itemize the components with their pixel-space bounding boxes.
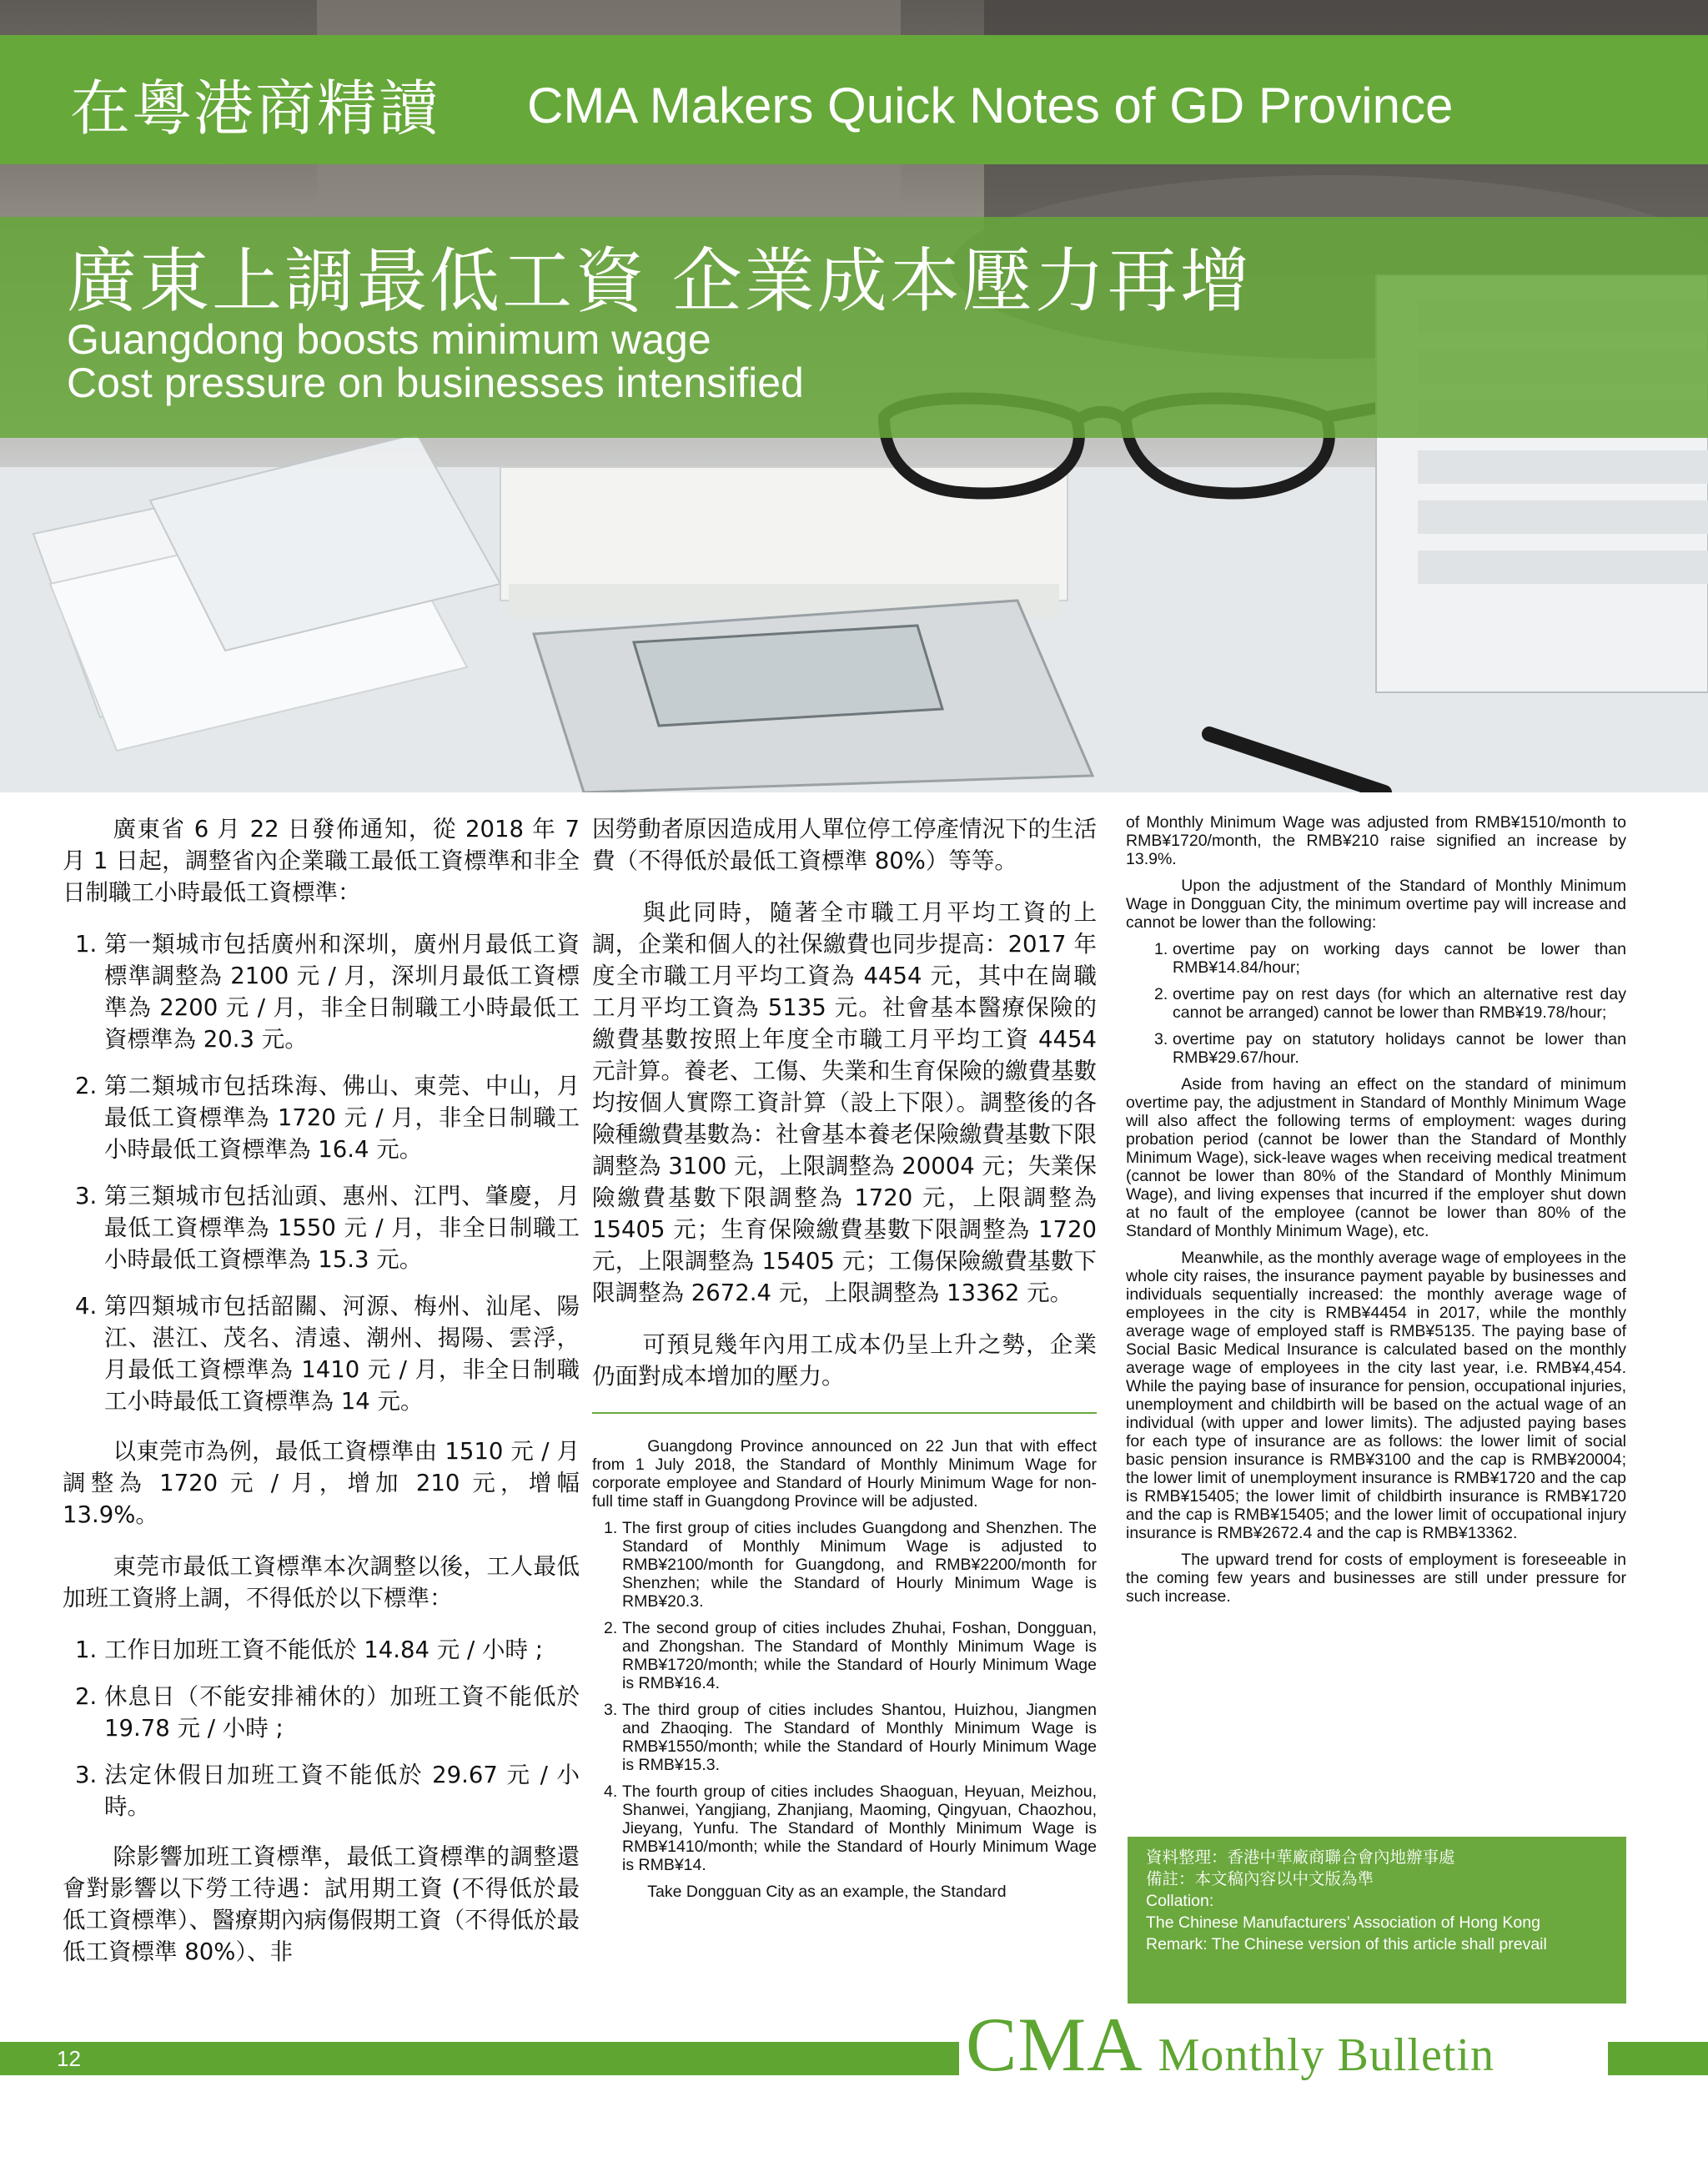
column-2 bbox=[592, 813, 1097, 1909]
list-number: 2. bbox=[604, 1619, 618, 1637]
publication-logo bbox=[966, 2000, 1494, 2089]
list-number: 1. bbox=[1154, 940, 1168, 958]
list-text: 第四類城市包括韶關、河源、梅州、汕尾、陽江、湛江、茂名、清遠、潮州、揭陽、雲浮，月最低工資標準為 1410 元 / 月，非全日制職工小時最低工資標準為 14 元。 bbox=[104, 1293, 580, 1415]
list-number: 3. bbox=[75, 1762, 98, 1788]
list-item bbox=[592, 1782, 1097, 1874]
example-paragraph-zh: 以東莞市為例，最低工資標準由 1510 元 / 月調整為 1720 元 / 月，增加 210 元，增幅 13.9%。 bbox=[63, 1438, 580, 1528]
city-groups-list-en bbox=[592, 1519, 1097, 1874]
publication-name: Monthly Bulletin bbox=[1158, 2029, 1494, 2081]
list-item bbox=[1126, 985, 1626, 1022]
other-effects-en: Aside from having an effect on the standard of minimum overtime pay, the adjustment in Standard of Monthly Minimum Wage will also affect the following terms of employment: wages during probation period (cannot be lower than the Standard of Monthly Minimum Wage), sick-leave wages when receiving medical treatment (cannot be lower than 80% of the Standard of Monthly Minimum Wage), and living expenses that incurred if the employer shut down at no fault of the employee (cannot be lower than 80% of the Standard of Monthly Minimum Wage), etc. bbox=[1126, 1075, 1626, 1240]
overtime-intro-zh: 東莞市最低工資標準本次調整以後，工人最低加班工資將上調，不得低於以下標準： bbox=[63, 1553, 580, 1611]
list-number: 1. bbox=[75, 931, 98, 958]
footer-bar-right bbox=[1608, 2042, 1708, 2075]
list-item bbox=[63, 1180, 580, 1275]
overtime-intro-en: Upon the adjustment of the Standard of Monthly Minimum Wage in Dongguan City, the minimum overtime pay will increase and cannot be lower than the following: bbox=[1126, 877, 1626, 932]
collation-zh: 資料整理：香港中華廠商聯合會內地辦事處 bbox=[1146, 1848, 1455, 1867]
insurance-paragraph-en: Meanwhile, as the monthly average wage of employees in the whole city raises, the insurance payment payable by businesses and individuals sequentially increased: the monthly average wage of employees in the city is RMB¥4454 in 2017, while the monthly average wage of employed staff is RMB¥5135. The paying base of Social Basic Medical Insurance is calculated based on the monthly average wage of employees in the city last year, i.e. RMB¥4,454. While the paying base of insurance for pension, occupational injuries, unemployment and childbirth will be based on the actual wage of an individual (with upper and lower limits). The adjusted paying bases for each type of insurance are as follows: the lower limit of social basic pension insurance is RMB¥3100 and the cap is RMB¥20004; the lower limit of unemployment insurance is RMB¥1720 and the cap is RMB¥15405; the lower limit of childbirth insurance is RMB¥1720 and the cap is RMB¥15405; and the lower limit of occupational injury insurance is RMB¥2672.4 and the cap is RMB¥13362. bbox=[1126, 1249, 1626, 1542]
list-number: 1. bbox=[75, 1637, 98, 1663]
list-number: 4. bbox=[75, 1293, 98, 1320]
title-banner bbox=[0, 217, 1708, 438]
list-number: 3. bbox=[1154, 1030, 1168, 1048]
outlook-paragraph-en: The upward trend for costs of employment is foreseeable in the coming few years and businesses are still under pressure for such increase. bbox=[1126, 1551, 1626, 1606]
other-effects-cont-zh: 因勞動者原因造成用人單位停工停產情況下的生活費（不得低於最低工資標準 80%）等等。 bbox=[592, 816, 1097, 874]
list-number: 2. bbox=[75, 1683, 98, 1710]
remark-en: Remark: The Chinese version of this article shall prevail bbox=[1146, 1935, 1547, 1953]
brand-name: CMA bbox=[966, 2002, 1143, 2087]
list-text: The first group of cities includes Guangdong and Shenzhen. The Standard of Monthly Minimum Wage is adjusted to RMB¥2100/month for Guangdong, and RMB¥2200/month for Shenzhen; while the Standard of Hourly Minimum Wage is RMB¥20.3. bbox=[622, 1519, 1097, 1611]
remark-zh: 備註：本文稿內容以中文版為準 bbox=[1146, 1869, 1374, 1888]
article-title-en-line2: Cost pressure on businesses intensified bbox=[67, 359, 804, 406]
city-groups-list-zh bbox=[63, 928, 580, 1417]
list-text: 第一類城市包括廣州和深圳，廣州月最低工資標準調整為 2100 元 / 月，深圳月最低工資標準為 2200 元 / 月，非全日制職工小時最低工資標準為 20.3 元。 bbox=[104, 931, 580, 1053]
list-number: 3. bbox=[604, 1701, 618, 1719]
intro-paragraph-en: Guangdong Province announced on 22 Jun that with effect from 1 July 2018, the Standard of Monthly Minimum Wage for corporate employee and Standard of Hourly Minimum Wage for non-full time staff in Guangdong Province will be adjusted. bbox=[592, 1437, 1097, 1511]
footer-bar bbox=[0, 2042, 959, 2075]
list-number: 2. bbox=[75, 1073, 98, 1099]
example-cont-en: of Monthly Minimum Wage was adjusted from RMB¥1510/month to RMB¥1720/month, the RMB¥210 raise signified an increase by 13.9%. bbox=[1126, 813, 1626, 868]
calculator bbox=[534, 601, 1093, 792]
language-divider bbox=[592, 1412, 1097, 1414]
list-item bbox=[63, 928, 580, 1055]
list-number: 1. bbox=[604, 1519, 618, 1537]
example-start-en: Take Dongguan City as an example, the Standard bbox=[647, 1883, 1007, 1901]
list-text: overtime pay on rest days (for which an alternative rest day cannot be arranged) cannot be lower than RMB¥19.78/hour; bbox=[1173, 985, 1626, 1022]
list-text: 法定休假日加班工資不能低於 29.67 元 / 小時。 bbox=[104, 1762, 580, 1820]
header-photo bbox=[0, 0, 1708, 792]
section-label-zh: 在粵港商精讀 bbox=[70, 73, 441, 143]
list-item bbox=[63, 1290, 580, 1417]
list-item bbox=[63, 1634, 580, 1666]
list-text: overtime pay on statutory holidays cannot be lower than RMB¥29.67/hour. bbox=[1173, 1030, 1626, 1067]
list-text: 第三類城市包括汕頭、惠州、江門、肇慶，月最低工資標準為 1550 元 / 月，非全日制職工小時最低工資標準為 15.3 元。 bbox=[104, 1183, 580, 1273]
list-text: The fourth group of cities includes Shaoguan, Heyuan, Meizhou, Shanwei, Yangjiang, Zhanjiang, Maoming, Qingyuan, Chaozhou, Jieyang, Yunfu. The Standard of Monthly Minimum Wage is RMB¥1410/month; while the Standard of Hourly Minimum Wage is RMB¥14. bbox=[622, 1782, 1097, 1874]
list-item bbox=[63, 1681, 580, 1744]
section-label-en: CMA Makers Quick Notes of GD Province bbox=[527, 78, 1454, 133]
other-effects-zh: 除影響加班工資標準，最低工資標準的調整還會對影響以下勞工待遇：試用期工資 (不得低於最低工資標準）、醫療期內病傷假期工資（不得低於最低工資標準 80%）、非 bbox=[63, 1843, 580, 1965]
source-note-box bbox=[1128, 1837, 1626, 2004]
collation-org-en: The Chinese Manufacturers’ Association of Hong Kong bbox=[1146, 1913, 1540, 1932]
section-banner bbox=[0, 35, 1708, 164]
list-number: 3. bbox=[75, 1183, 98, 1209]
list-item bbox=[592, 1619, 1097, 1692]
collation-label-en: Collation: bbox=[1146, 1892, 1214, 1910]
list-item bbox=[1126, 940, 1626, 977]
list-number: 4. bbox=[604, 1782, 618, 1801]
insurance-paragraph-zh: 與此同時，隨著全市職工月平均工資的上調，企業和個人的社保繳費也同步提高：2017 年度全市職工月平均工資為 4454 元，其中在崗職工月平均工資為 5135 元。社會基本醫療保險的繳費基數按照上年度全市職工月平均工資 4454 元計算。養老、工傷、失業和生育保險的繳費基數均按個人實際工資計算（設上下限）。調整後的各險種繳費基數為：社會基本養老保險繳費基數下限調整為 3100 元，上限調整為 20004 元；失業保險繳費基數下限調整為 1720 元，上限調整為 15405 元；生育保險繳費基數下限調整為 1720 元，上限調整為 15405 元；工傷保險繳費基數下限調整為 2672.4 元，上限調整為 13362 元。 bbox=[592, 899, 1097, 1306]
column-1 bbox=[63, 813, 580, 1988]
overtime-list-en bbox=[1126, 940, 1626, 1067]
article-title-zh: 廣東上調最低工資 企業成本壓力再增 bbox=[67, 240, 1253, 322]
list-text: The third group of cities includes Shantou, Huizhou, Jiangmen and Zhaoqing. The Standard of Monthly Minimum Wage is RMB¥1550/month; while the Standard of Hourly Minimum Wage is RMB¥15.3. bbox=[622, 1701, 1097, 1774]
list-item bbox=[592, 1701, 1097, 1774]
column-3 bbox=[1126, 813, 1626, 1614]
intro-paragraph-zh: 廣東省 6 月 22 日發佈通知，從 2018 年 7 月 1 日起，調整省內企業職工最低工資標準和非全日制職工小時最低工資標準： bbox=[63, 816, 580, 906]
list-item bbox=[63, 1759, 580, 1823]
overtime-list-zh bbox=[63, 1634, 580, 1823]
page-number: 12 bbox=[57, 2046, 81, 2071]
outlook-paragraph-zh: 可預見幾年內用工成本仍呈上升之勢，企業仍面對成本增加的壓力。 bbox=[592, 1331, 1097, 1390]
article-title-en-line1: Guangdong boosts minimum wage bbox=[67, 316, 711, 363]
list-number: 2. bbox=[1154, 985, 1168, 1003]
list-text: 工作日加班工資不能低於 14.84 元 / 小時 ; bbox=[104, 1637, 543, 1663]
list-item bbox=[592, 1519, 1097, 1611]
list-text: 休息日（不能安排補休的）加班工資不能低於 19.78 元 / 小時 ; bbox=[104, 1683, 580, 1742]
list-text: overtime pay on working days cannot be lower than RMB¥14.84/hour; bbox=[1173, 940, 1626, 977]
list-text: 第二類城市包括珠海、佛山、東莞、中山，月最低工資標準為 1720 元 / 月，非全日制職工小時最低工資標準為 16.4 元。 bbox=[104, 1073, 580, 1163]
list-item bbox=[63, 1070, 580, 1165]
list-text: The second group of cities includes Zhuhai, Foshan, Dongguan, and Zhongshan. The Standard of Monthly Minimum Wage is RMB¥1720/month; while the Standard of Hourly Minimum Wage is RMB¥16.4. bbox=[622, 1619, 1097, 1692]
list-item bbox=[1126, 1030, 1626, 1067]
